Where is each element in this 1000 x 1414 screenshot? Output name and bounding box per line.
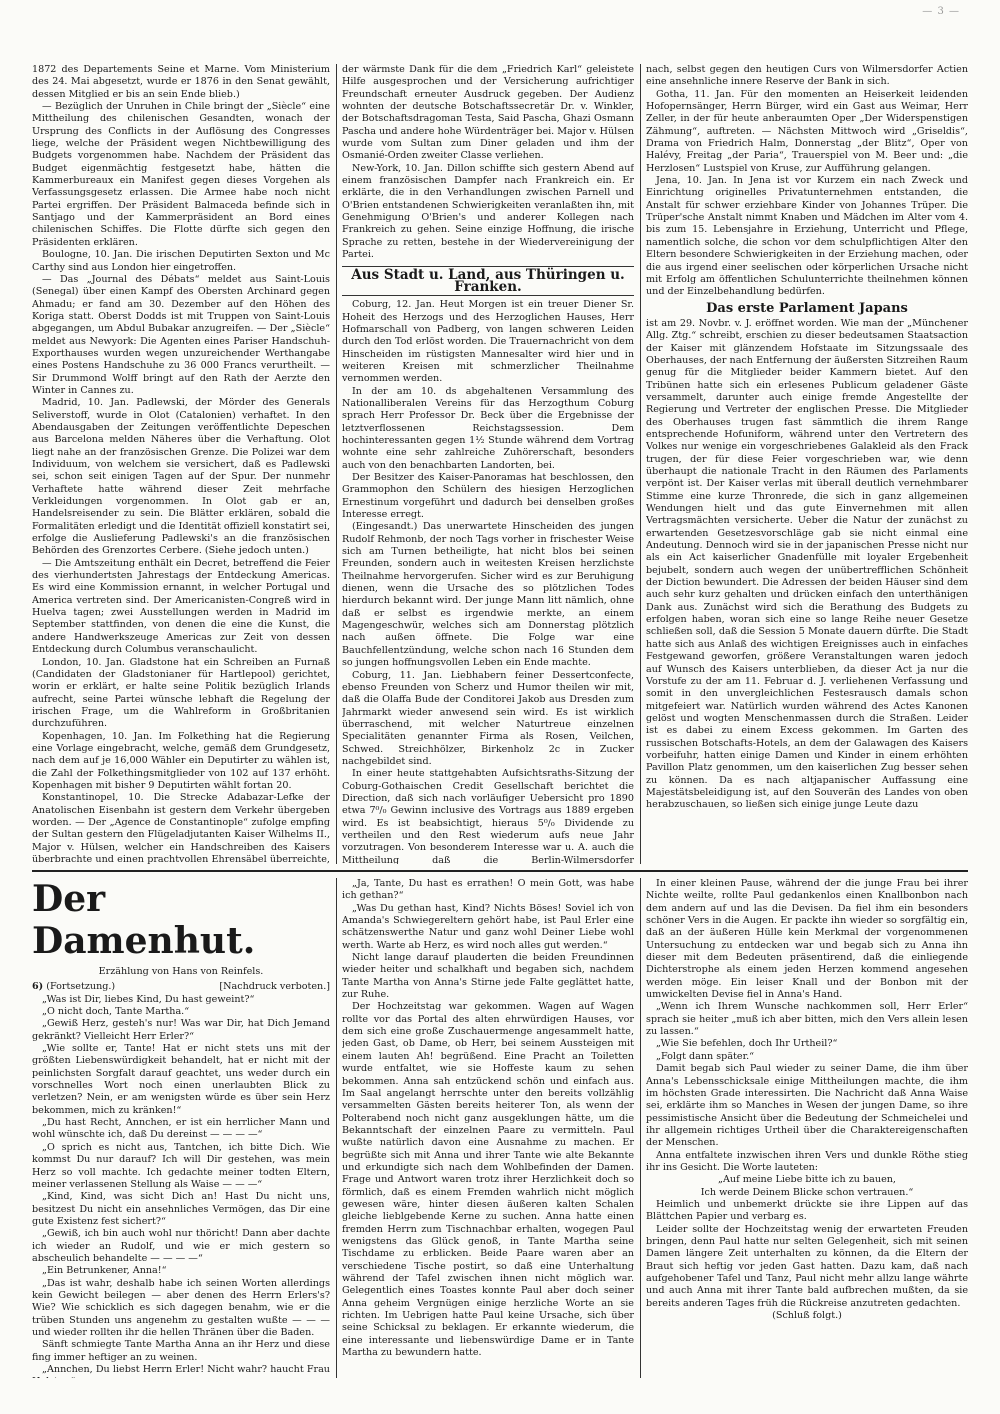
paragraph: „Gewiß Herz, gesteh's nur! Was war Dir, hat Dich Jemand gekränkt? Vielleicht Herr Erler?“ xyxy=(32,1018,330,1042)
paragraph: „Kind, Kind, was sicht Dich an! Hast Du nicht uns, besitzest Du nicht ein ansehnliches Vermögen, das Dir eine gute Existenz fest sichert?“ xyxy=(32,1191,330,1227)
paragraph: — Die Amtszeitung enthält ein Decret, betreffend die Feier des vierhundertsten Jahrestags der Entdeckung Americas. Es wird eine Kommission ernannt, in welcher Portugal und America vertreten sind. Der Americanisten-Congreß wird in Huelva tagen; zwei Ausstellungen werden in Madrid im September stattfinden, von denen die eine die Kunst, die andere Handwerkszeuge Americas zur Zeit von dessen Entdeckung durch Columbus veranschaulicht. xyxy=(32,557,330,656)
paragraph: Leider sollte der Hochzeitstag wenig der erwarteten Freuden bringen, denn Paul hatte nur selten Gelegenheit, sich mit seinen Damen längere Zeit unterhalten zu können, da die Eltern der Braut sich heftig vor jeden Gast hatten. Dazu kam, daß nach aufgehobener Tafel und Tanz, Paul nicht mehr allzu lange währte und auch Anna mit ihrer Tante bald aufbrechen mußten, da sie bereits anderen Tages früh die Rückreise anzutreten gedachten. xyxy=(646,1223,968,1309)
paragraph: „Wie sollte er, Tante! Hat er nicht stets uns mit der größten Liebenswürdigkeit behandelt, hat er nicht mit der peinlichsten Sorgfalt darauf geachtet, uns weder durch ein vorschnelles Wort noch einen unerlaubten Blick zu verletzen? Nein, er am wenigsten würde es über sein Herz bekommen, mich zu kränken!“ xyxy=(32,1043,330,1116)
paragraph: „Du hast Recht, Annchen, er ist ein herrlicher Mann und wohl wünschte ich, daß Du dereinst — — — —“ xyxy=(32,1117,330,1141)
paragraph: nach, selbst gegen den heutigen Curs von Wilmersdorfer Actien eine ansehnliche innere Reserve der Bank in sich. xyxy=(646,64,968,88)
paragraph: Nicht lange darauf plauderten die beiden Freundinnen wieder heiter und schalkhaft und begaben sich, nachdem Tante Martha von Anna's Stirne jede Falte geglättet hatte, zur Ruhe. xyxy=(342,952,634,1001)
paragraph: Boulogne, 10. Jan. Die irischen Deputirten Sexton und Mc Carthy sind aus London hier eingetroffen. xyxy=(32,249,330,273)
column-rule xyxy=(640,64,641,864)
to-be-concluded: (Schluß folgt.) xyxy=(772,1310,842,1322)
article-heading: Das erste Parlament Japans xyxy=(706,300,908,316)
paragraph: „Annchen, Du liebst Herrn Erler! Nicht wahr? haucht Frau xyxy=(42,1364,330,1375)
paragraph: Der Besitzer des Kaiser-Panoramas hat beschlossen, den Grammophon den Schülern des hiesigen Herzoglichen Ernestinum vorgeführt und dadurch bei denselben großes Interesse erregt. xyxy=(342,472,634,521)
paragraph: — Das „Journal des Débats“ meldet aus Saint-Louis (Senegal) über einen Kampf des Obersten Archinard gegen Ahmadu; er fand am 30. Dezember auf den Höhen des Koriga statt. Oberst Dodds ist mit Truppen von Saint-Louis abgegangen, um Abdul Bubakar anzugreifen. — Der „Siècle“ meldet aus Newyork: Die Agenten eines Pariser Handschuh-Exporthauses wurden wegen unzureichender Werthangabe eines Postens Handschuhe zu 36 000 Francs verurtheilt. — Sir Drummond Wolff bringt auf den Rath der Aerzte den Winter in Cannes zu. xyxy=(32,273,330,396)
paragraph: Madrid, 10. Jan. Padlewski, der Mörder des Generals Seliverstoff, wurde in Olot (Catalonien) verhaftet. In den Abendausgaben der Zeitungen veröffentlichte Depeschen aus Barcelona melden Näheres über die Verhaftung. Olot liegt nahe an der französischen Grenze. Die Polizei war dem Individuum, von welchem sie versichert, daß es Padlewski sei, schon seit einigen Tagen auf der Spur. Der nunmehr Verhaftete hatte während dieser Zeit mehrfache Verkleidungen vorgenommen. In Olot gab er an, Handelsreisender zu sein. Die Blätter erklären, sobald die Formalitäten erledigt und die Identität offiziell konstatirt sei, erfolge die Auslieferung Padlewski's an die französischen Behörden des Grenzortes Cerbere. (Siehe jedoch unten.) xyxy=(32,397,330,557)
paragraph: „Ja, Tante, Du hast es errathen! O mein Gott, was habe ich gethan?“ xyxy=(342,878,634,902)
paragraph: In der am 10. ds abgehaltenen Versammlung des Nationalliberalen Vereins für das Herzogthum Coburg sprach Herr Professor Dr. Beck über die Ergebnisse der letztverflossenen Reichstagssession. Dem hochinteressanten gegen 1½ Stunde während dem Vortrag wohnte eine sehr zahlreiche Zuhörerschaft, besonders auch von den benachbarten Landorten, bei. xyxy=(342,385,634,471)
paragraph: ist am 29. Novbr. v. J. eröffnet worden. Wie man der „Münchener Allg. Ztg.“ schreibt, erschien zu dieser bedeutsamen Staatsaction der Kaiser mit glänzendem Hofstaate im Sitzungssaale des Oberhauses, der nach Entfernung der äußersten Sitzreihen Raum genug für die Mitglieder beider Kammern bietet. Auf den Tribünen hatte sich ein erlesenes Publicum geladener Gäste versammelt, darunter auch einige fremde Angestellte der Regierung und Vertreter der englischen Presse. Die Mitglieder des Oberhauses trugen fast sämmtlich die ihrem Range entsprechende Hofuniform, während unter den Vertretern des Volkes nur wenige ein vorgeschriebenes Galakleid als den Frack trugen, der für diese Feier vorgeschrieben war, wie denn überhaupt die nationale Tracht in den Räumen des Parlaments verpönt ist. Der Kaiser verlas mit überall deutlich vernehmbarer Stimme eine kurze Thronrede, die sich in ganz allgemeinen Wendungen hielt und das gute Einvernehmen mit allen Vertragsmächten versicherte. Ueber die Natur der zunächst zu erwartenden Gesetzesvorschläge gab sie nicht einmal eine Andeutung. Dennoch wird sie in der japanischen Presse nicht nur als ein Act kaiserlicher Gnadenfülle mit loyaler Ergebenheit bejubelt, sondern auch wegen der unübertrefflichen Schönheit der Diction bewundert. Die Adressen der beiden Häuser sind dem auch sehr kurz gehalten und drücken einfach den unterthänigen Dank aus. Zunächst wird sich die Berathung des Budgets zu erfolgen haben, woran sich eine so lange Reihe neuer Gesetze schließen soll, daß die Session 5 Monate dauern dürfte. Die Stadt hatte sich aus Anlaß des wichtigen Ereignisses auch in einfaches Festgewand geworfen, größere Veranstaltungen waren jedoch auf Wunsch des Kaisers unterblieben, da dieser Act ja nur die Vorstufe zu der am 11. Februar d. J. verliehenen Verfassung und somit in den unvergleichlichen Festesrausch damals schon mitgefeiert war. Natürlich wurden während des Actes Kanonen gelöst und wogten Menschenmassen durch die Straßen. Leider ist es dabei zu einem Excess gekommen. Im Garten des russischen Botschafts-Hotels, an dem der Galawagen des Kaisers vorbeifuhr, hatten einige Damen und Kinder in einem erhöhten Pavillon Platz genommen, um den kaiserlichen Zug besser sehen zu können. Da es nach altjapanischer Auffassung eine Majestätsbeleidigung ist, auf den Souverän des Landes von oben herabzuschauen, so ließen sich einige junge Leute dazu xyxy=(646,317,968,811)
story-column-2 xyxy=(342,878,634,1378)
paragraph: In einer heute stattgehabten Aufsichtsraths-Sitzung der Coburg-Gothaischen Credit Gesellschaft berichtet die Direction, daß sich nach vorläufiger Uebersicht pro 1890 etwa 7⁰/₀ Gewinn inclusive des Vortrags aus 1889 ergeben wird. Es ist beabsichtigt, hieraus 5⁰/₀ Dividende zu vertheilen und den Rest wiederum aufs neue Jahr vorzutragen. Von besonderem Interesse war u. A. auch die Mittheilung daß die Berlin-Wilmersdorfer xyxy=(342,768,634,864)
paragraph: „Gewiß, ich bin auch wohl nur thöricht! Dann aber dachte ich wieder an Rudolf, und wie er mich gestern so abscheulich behandelte — — — —“ xyxy=(32,1228,330,1264)
paragraph: „O sprich es nicht aus, Tantchen, ich bitte Dich. Wie kommst Du nur darauf? Ich will Dir gestehen, was mein Herz so voll machte. Ich gedachte meiner todten Eltern, meiner verlassenen Stellung als Waise — — —“ xyxy=(32,1141,330,1190)
paragraph: — Bezüglich der Unruhen in Chile bringt der „Siècle“ eine Mittheilung des chilenischen Gesandten, wonach der Ursprung des Conflicts in der Auflösung des Congresses liege, welche der Präsident wegen Nichtbewilligung des Budgets vorgenommen habe. Nachdem der Präsident das Budget eigenmächtig festgesetzt habe, hätten die Kammerbureaux ein Manifest gegen dieses Vorgehen als Verfassungsgesetz erlassen. Die Armee habe noch nicht Partei ergriffen. Der Präsident Balmaceda befinde sich in Santjago und der Kammerpräsident an Bord eines chilenischen Schiffes. Die Flotte dürfte sich gegen den Präsidenten erklären. xyxy=(32,101,330,248)
installment-label: (Fortsetzung.) xyxy=(46,981,116,993)
story-title: Der Damenhut. xyxy=(32,878,256,962)
paragraph: New-York, 10. Jan. Dillon schiffte sich gestern Abend auf einem französischen Dampfer nach Frankreich ein. Er erklärte, die in den Verhandlungen zwischen Parnell und O'Brien entstandenen Schwierigkeiten veranlaßten ihn, mit Genehmigung O'Brien's und anderer Kollegen nach Frankreich zu gehen. Seine einzige Hoffnung, die irische Sprache zu retten, bestehe in der Wiedervereinigung der Partei. xyxy=(342,162,634,261)
paragraph: Damit begab sich Paul wieder zu seiner Dame, die ihm über Anna's Lebensschicksale einige Mittheilungen machte, die ihm im höchsten Grade interessirten. Die Nachricht daß Anna Waise sei, erklärte ihm so Manches in Wesen der jungen Dame, so ihre pessimistische Ansicht über die Bedeutung der Schmeichelei und ihr allgemein richtiges Urtheil über die Charaktereigenschaften der Menschen. xyxy=(646,1063,968,1149)
verse-line: „Auf meine Liebe bitte ich zu bauen, xyxy=(718,1174,896,1186)
paragraph: Coburg, 11. Jan. Liebhabern feiner Dessertconfecte, ebenso Freunden von Scherz und Humor theilen wir mit, daß die Olaffa Bude der Conditorei Jakob aus Dresden zum Jahrmarkt wieder anwesend sein wird. Es ist wirklich überraschend, mit welcher Naturtreue einzelnen Specialitäten genannter Firma als Rosen, Veilchen, Schwed. Streichhölzer, Birkenholz 2c in Zucker nachgebildet sind. xyxy=(342,669,634,767)
paragraph: Kopenhagen, 10. Jan. Im Folkething hat die Regierung eine Vorlage eingebracht, welche, gemäß dem Grundgesetz, nach dem auf je 16,000 Wähler ein Deputirter zu wählen ist, die Zahl der Folkethingsmitglieder von 102 auf 137 erhöht. Kopenhagen mit bisher 9 Deputirten wählt fortan 20. xyxy=(32,730,330,791)
section-heading: Aus Stadt u. Land, aus Thüringen u. Franken. xyxy=(342,266,634,297)
news-column-2 xyxy=(342,64,634,864)
paragraph: „Was Du gethan hast, Kind? Nichts Böses! Soviel ich von Amanda's Schwiegereltern gehört habe, ist Paul Erler eine schätzenswerthe Natur und ganz wohl Deiner Liebe wohl werth. Warte ab Herz, es wird noch alles gut werden.“ xyxy=(342,902,634,951)
paragraph: Konstantinopel, 10. Die Strecke Adabazar-Lefke der Anatolischen Eisenbahn ist gestern dem Verkehr übergeben worden. — Der „Agence de Constantinople“ zufolge empfing der Sultan gestern den Flügeladjutanten Kaiser Wilhelms II., Major v. Hülsen, welcher ein Handschreiben des Kaisers überbrachte und einen prachtvollen Ehrensäbel überreichte, xyxy=(32,792,330,864)
news-column-3 xyxy=(646,64,968,864)
story-column-3 xyxy=(646,878,968,1378)
paragraph: „Ein Betrunkener, Anna!“ xyxy=(42,1265,167,1277)
column-rule xyxy=(336,878,337,1378)
paragraph: „Wie Sie befehlen, doch Ihr Urtheil?“ xyxy=(656,1038,838,1050)
story-column-1 xyxy=(32,878,330,1378)
paragraph: (Eingesandt.) Das unerwartete Hinscheiden des jungen Rudolf Rehmonb, der noch Tags vorher in frischester Weise sich am Turnen betheiligte, hat nicht blos bei seinen Freunden, sondern auch in weitesten Kreisen herzlichste Theilnahme hervorgerufen. Sicher wird es zur Beruhigung dienen, wenn die Ursache des so plötzlichen Todes hierdurch bekannt wird. Der junge Mann litt nämlich, ohne daß er selbst es irgendwie merkte, an einem Magengeschwür, welches sich am Donnerstag plötzlich nach außen öffnete. Die Folge war eine Bauchfellentzündung, welche schon nach 16 Stunden dem so jungen hoffnungsvollen Leben ein Ende machte. xyxy=(342,521,634,669)
paragraph: Jena, 10. Jan. In Jena ist vor Kurzem ein nach Zweck und Einrichtung originelles Privatunternehmen entstanden, die Anstalt für schwer erziehbare Kinder von Johannes Trüper. Die Trüper'sche Anstalt nimmt Knaben und Mädchen im Alter vom 4. bis zum 15. Lebensjahre in Erziehung, Unterricht und Pflege, namentlich solche, die schon vor dem schulpflichtigen Alter den Eltern besondere Schwierigkeiten in der Erziehung machen, oder die aus irgend einer seelischen oder körperlichen Ursache nicht mit Erfolg am öffentlichen Schulunterrichte theilnehmen können und der Einzelbehandlung bedürfen. xyxy=(646,175,968,298)
paragraph: „O nicht doch, Tante Martha.“ xyxy=(42,1006,190,1018)
installment-number: 6) xyxy=(32,981,44,993)
story-byline: Erzählung von Hans von Reinfels. xyxy=(98,966,264,977)
paragraph: Coburg, 12. Jan. Heut Morgen ist ein treuer Diener Sr. Hoheit des Herzogs und des Herzoglichen Hauses, Herr Hofmarschall von Padberg, von langen schweren Leiden durch den Tod erlöst worden. Die Trauernachricht von dem Hinscheiden im rüstigsten Mannesalter wird hier und in weiteren Kreisen mit schmerzlicher Theilnahme vernommen werden. xyxy=(342,299,634,385)
paragraph: Gotha, 11. Jan. Für den momenten an Heiserkeit leidenden Hofopernsänger, Herrn Bürger, wird ein Gast aus Weimar, Herr Zeller, in der für heute anberaumten Oper „Der Widerspenstigen Zähmung“, auftreten. — Nächsten Mittwoch wird „Griseldis“, Drama von Friedrich Halm, Donnerstag „der Blitz“, Oper von Halévy, Freitag „der Paria“, Trauerspiel von M. Beer und: „die Herzlosen“ Lustspiel von Kruse, zur Aufführung gelangen. xyxy=(646,88,968,174)
running-head: — 3 — xyxy=(922,6,960,17)
reprint-note: [Nachdruck verboten.] xyxy=(219,981,330,993)
paragraph: London, 10. Jan. Gladstone hat ein Schreiben an Furnaß (Candidaten der Gladstonianer für Hartlepool) gerichtet, worin er erklärt, er halte seine Politik bezüglich Irlands aufrecht, seine Partei wünsche lebhaft die Regelung der irischen Frage, um die Wahlreform in Großbritanien durchzuführen. xyxy=(32,656,330,730)
paragraph: In einer kleinen Pause, während der die junge Frau bei ihrer Nichte weilte, rollte Paul gedankenlos einen Knallbonbon nach dem andern auf und las die Devisen. Da fiel ihm ein besonders schöner Vers in die Augen. Er packte ihn wieder so sorgfältig ein, daß an der äußeren Hülle kein Merkmal der vorgenommenen Untersuchung zu entdecken war und begab sich zu Anna ihn dieser mit dem Bedeuten präsentirend, daß die einliegende Dichterstrophe als einem jeden Herzen kommend angesehen werden möge. Ein leiser Knall und der Bonbon mit der umwickelten Devise fiel in Anna's Hand. xyxy=(646,878,968,1001)
paragraph: der wärmste Dank für die dem „Friedrich Karl“ geleistete Hilfe ausgesprochen und der Versicherung aufrichtiger Freundschaft erneuter Ausdruck gegeben. Der Audienz wohnten der deutsche Botschaftssecretär Dr. v. Winkler, der Botschaftsdragoman Testa, Said Pascha, Ghazi Osmann Pascha und andere hohe Würdenträger bei. Major v. Hülsen wurde vom Sultan zum Diner geladen und ihm der Osmanié-Orden zweiter Classe verliehen. xyxy=(342,64,634,162)
paragraph: Sänft schmiegte Tante Martha Anna an ihr Herz und diese fing immer heftiger an zu weinen. xyxy=(32,1339,330,1363)
column-rule xyxy=(336,64,337,864)
paragraph: „Das ist wahr, deshalb habe ich seinen Worten allerdings kein Gewicht beilegen — aber denen des Herrn Erlers's? Wie? Wie schicklich es sich dagegen benahm, wie er die trüben Stunden uns angenehm zu gestalten wußte — — — und wieder rollten ihr die hellen Thränen über die Baden. xyxy=(32,1277,330,1338)
paragraph: „Was ist Dir, liebes Kind, Du hast geweint?“ xyxy=(42,993,255,1005)
column-rule xyxy=(640,878,641,1378)
paragraph: 1872 des Departements Seine et Marne. Vom Ministerium des 24. Mai abgesetzt, wurde er 1876 in den Senat gewählt, dessen Mitglied er bis an sein Ende blieb.) xyxy=(32,64,330,100)
story-meta xyxy=(32,981,330,993)
paragraph: Anna entfaltete inzwischen ihren Vers und dunkle Röthe stieg ihr ins Gesicht. Die Worte lauteten: xyxy=(646,1149,968,1173)
feuilleton-rule xyxy=(32,870,968,872)
paragraph: Heimlich und unbemerkt drückte sie ihre Lippen auf das Blättchen Papier und verbarg es. xyxy=(646,1198,968,1223)
paragraph: „Folgt dann später.“ xyxy=(656,1050,755,1062)
news-column-1 xyxy=(32,64,330,864)
verse-line: Ich werde Deinem Blicke schon vertrauen.“ xyxy=(700,1186,914,1198)
paragraph: „Wenn ich Ihrem Wunsche nachkommen soll, Herr Erler“ sprach sie heiter „muß ich aber bitten, mich den Vers allein lesen zu lassen.“ xyxy=(646,1001,968,1038)
paragraph: Der Hochzeitstag war gekommen. Wagen auf Wagen rollte vor das Portal des alten ehrwürdigen Hauses, vor dem sich eine große Zuschauermenge angesammelt hatte, jeden Gast, ob Dame, ob Herr, bei seinem Aussteigen mit einem lauten Ah! begrüßend. Eine Pracht an Toiletten wurde entfaltet, wie sie Hoffeste kaum zu sehen bekommen. Anna sah entzückend schön und einfach aus. Im Saal angelangt herrschte unter den bereits vollzählig versammelten Gästen bereits heiterer Ton, als wenn der Polterabend noch nicht ganz ausgeklungen hätte, um die Bekanntschaft der einzelnen Paare zu vermitteln. Paul wußte natürlich davon eine Ausnahme zu machen. Er begrüßte sich mit Anna und ihrer Tante wie alte Bekannte und erkundigte sich nach dem Wohlbefinden der Damen. Frage und Antwort waren trotz ihrer Herzlichkeit doch so förmlich, daß es einem Fremden wahrlich nicht möglich gewesen wäre, hinter diesen äußeren kalten Schalen gleiche lieblgebende Kerne zu suchen. Anna hatte einen fremden Herrn zum Tischnachbar erhalten, wogegen Paul wenigstens das Glück genoß, in Tante Martha seine Tischdame zu erblicken. Beide Paare waren aber an verschiedene Tische postirt, so daß eine Unterhaltung während der Tafel zwischen ihnen nicht möglich war. Gelegentlich eines Toastes konnte Paul aber doch seiner Anna geheim Vergnügen einige herzliche Worte an sie richten. Im Uebrigen hatte Paul keine Ursache, sich über seine Schicksal zu beklagen. Er erkannte wiederum, die eine interessante und liebenswürdige Dame er in Tante Martha zu bewundern hatte. xyxy=(342,1001,634,1359)
